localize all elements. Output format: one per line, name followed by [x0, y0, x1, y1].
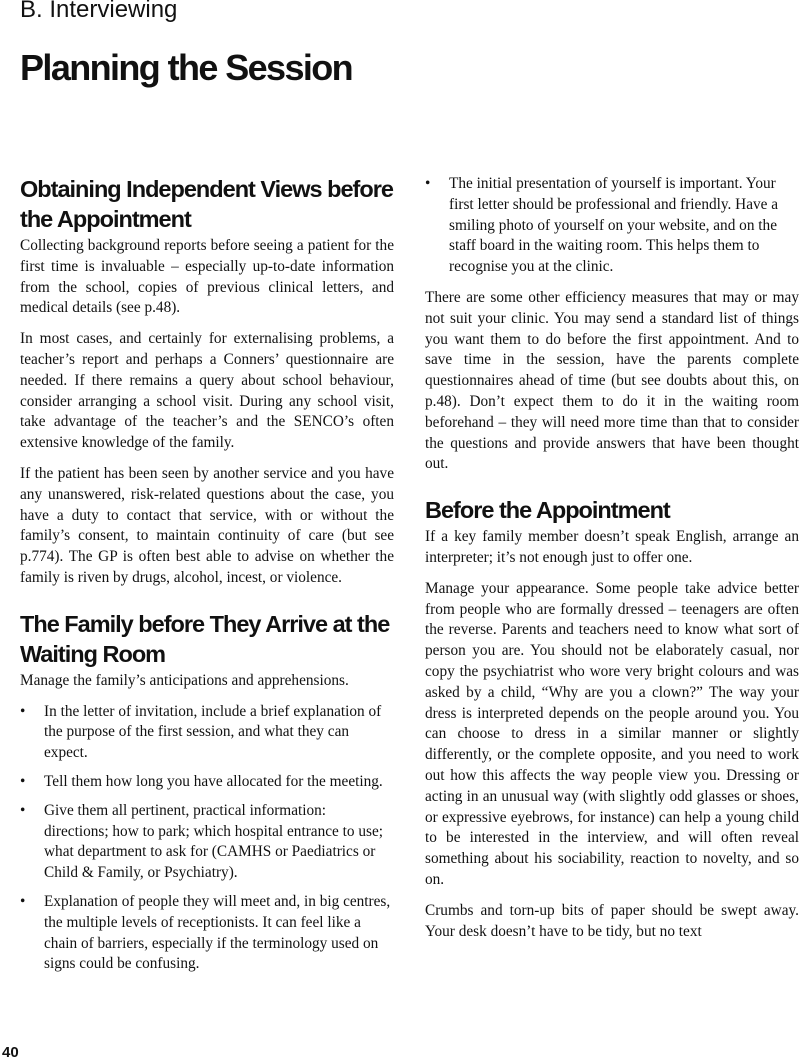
- list-item-text: Give them all pertinent, practical information: directions; how to park; which hospital entrance to use; what department to ask for (CAMHS or Paediatrics or Child & Family, or Psychiatry).: [44, 801, 383, 882]
- paragraph-background-reports: Collecting background reports before seeing a patient for the first time is invaluable – especially up-to-date information from the school, copies of previous clinical letters, and medical details (see p.48).: [20, 237, 394, 317]
- list-item-text: The initial presentation of yourself is important. Your first letter should be professional and friendly. Have a smiling photo of yourself on your website, and on the staff board in the waiting room. This helps them to recognise you at the clinic.: [449, 175, 779, 276]
- presentation-bullet-list: [425, 174, 799, 278]
- list-item-text: Tell them how long you have allocated for the meeting.: [44, 772, 383, 790]
- heading-obtaining-views: Obtaining Independent Views before the Appointment: [20, 176, 393, 232]
- paragraph-appearance: Manage your appearance. Some people take advice better from people who are formally dressed – teenagers are often the reverse. Parents and teachers need to know what sort of person you are. You should not be elaborately casual, nor copy the psychiatrist who wore very bright colours and was asked by a child, “Why are you a clown?” The way your dress is interpreted depends on the people around you. You can choose to dress in a similar manner or slightly differently, or the complete opposite, and you need to work out how this affects the way people view you. Dressing or acting in an unusual way (with slightly odd glasses or shoes, or expressive eyebrows, for instance) can help a young child to be interested in the interview, and will often reveal something about his sociability, reaction to novelty, and so on.: [425, 579, 799, 888]
- bullet-icon: •: [425, 175, 431, 192]
- bullet-icon: •: [20, 702, 26, 720]
- left-column: [20, 174, 394, 985]
- list-item: [20, 801, 394, 884]
- bullet-icon: •: [20, 892, 26, 910]
- list-item-text: In the letter of invitation, include a brief explanation of the purpose of the first session, and what they can expect.: [44, 702, 382, 762]
- list-item: [20, 892, 394, 975]
- bullet-icon: •: [20, 772, 26, 790]
- family-bullet-list: [20, 702, 394, 976]
- list-item-text: Explanation of people they will meet and, in big centres, the multiple levels of receptionists. It can feel like a chain of barriers, especially if the terminology used on signs could be confusing.: [44, 892, 391, 973]
- paragraph-manage-anticipations: Manage the family’s anticipations and apprehensions.: [20, 671, 349, 689]
- paragraph-risk-questions: If the patient has been seen by another service and you have any unanswered, risk-related questions about the case, you have a duty to contact that service, with or without the family’s consent, to maintain continuity of care (but see p.774). The GP is often best able to advise on whether the family is riven by drugs, alcohol, incest, or violence.: [20, 464, 394, 586]
- paragraph-teacher-report: In most cases, and certainly for externalising problems, a teacher’s report and perhaps a Conners’ questionnaire are needed. If there remains a query about school behaviour, consider arranging a school visit. During any school visit, take advantage of the teacher’s and the SENCO’s often extensive knowledge of the family.: [20, 330, 394, 452]
- section-label: B. Interviewing: [20, 0, 178, 23]
- page-number: 40: [2, 1044, 19, 1061]
- heading-before-appointment: Before the Appointment: [425, 497, 670, 524]
- paragraph-efficiency-measures: There are some other efficiency measures that may or may not suit your clinic. You may send a standard list of things you want them to do before the first appointment. And to save time in the session, have the parents complete questionnaires ahead of time (but see doubts about this, on p.48). Don’t expect them to do it in the waiting room beforehand – they will need more time than that to consider the questions and provide answers that have been thought out.: [425, 288, 799, 473]
- list-item: [425, 174, 799, 278]
- bullet-icon: •: [20, 801, 26, 819]
- list-item: [20, 772, 394, 793]
- list-item: [20, 702, 394, 764]
- paragraph-crumbs: Crumbs and torn-up bits of paper should be swept away. Your desk doesn’t have to be tidy, but no text: [425, 901, 799, 940]
- page-title: Planning the Session: [20, 47, 353, 88]
- right-column: [425, 174, 799, 952]
- heading-family-before-arrival: The Family before They Arrive at the Waiting Room: [20, 610, 390, 667]
- paragraph-interpreter: If a key family member doesn’t speak English, arrange an interpreter; it’s not enough just to offer one.: [425, 528, 799, 566]
